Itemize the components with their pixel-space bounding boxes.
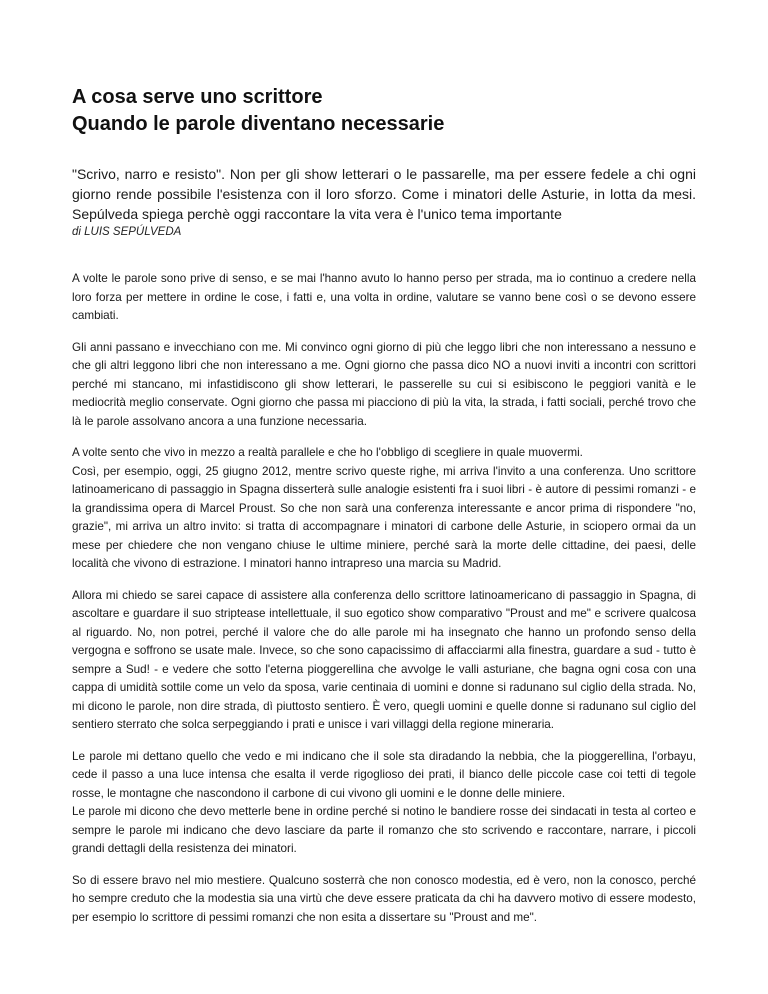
body-paragraph-2: Gli anni passano e invecchiano con me. Mi convinco ogni giorno di più che leggo libri che non interessano a nessuno e che gli altri leggono libri che non interessano a me. Ogni giorno che passa dico NO a nuovi inviti a incontri con scrittori perché mi stancano, mi infastidiscono gli show letterari, le passerelle su cui si esibiscono le peggiori vanità e le mediocrità meglio conservate. Ogni giorno che passa mi piacciono di più la vita, la strada, i fatti sociali, perché trovo che là le parole assolvano ancora a una funzione necessaria. (72, 340, 696, 428)
body-paragraph-3-line-2: Così, per esempio, oggi, 25 giugno 2012, mentre scrivo queste righe, mi arriva l'invito a una conferenza. Uno scrittore latinoamericano di passaggio in Spagna disserterà sulle analogie esistenti fra i suoi libri - è autore di pessimi romanzi - e la grandissima opera di Marcel Proust. So che non sarà una conferenza interessante e ancor prima di rispondere "no, grazie", mi arriva un altro invito: si tratta di accompagnare i minatori di carbone delle Asturie, in sciopero ormai da un mese per chiedere che non vengano chiuse le ultime miniere, perché sarà la morte delle cittadine, dei paesi, delle località che vivono di estrazione. I minatori hanno intrapreso una marcia su Madrid. (72, 464, 696, 570)
article-page (72, 84, 696, 940)
body-paragraph-6: So di essere bravo nel mio mestiere. Qualcuno sosterrà che non conosco modestia, ed è vero, non la conosco, perché ho sempre creduto che la modestia sia una virtù che deve essere praticata da chi ha davvero motivo di essere modesto, per esempio lo scrittore di pessimi romanzi che non esita a dissertare su "Proust and me". (72, 873, 696, 924)
body-paragraph-1: A volte le parole sono prive di senso, e se mai l'hanno avuto lo hanno perso per strada, ma io continuo a credere nella loro forza per mettere in ordine le cose, i fatti e, una volta in ordine, valutare se vanno bene così o se devono essere cambiati. (72, 272, 696, 322)
body-paragraph-5 (72, 748, 696, 859)
article-subtitle-heading: Quando le parole diventano necessarie (72, 113, 445, 135)
body-paragraph-5-line-2: Le parole mi dicono che devo metterle bene in ordine perché si notino le bandiere rosse dei sindacati in testa al corteo e sempre le parole mi indicano che devo lasciare da parte il romanzo che sto scrivendo e raccontare, narrare, i piccoli grandi dettagli della resistenza dei minatori. (72, 805, 696, 855)
article-lede: "Scrivo, narro e resisto". Non per gli show letterari o le passarelle, ma per essere fedele a chi ogni giorno rende possibile l'esistenza con il loro sforzo. Come i minatori delle Asturie, in lotta da mesi. Sepúlveda spiega perchè oggi raccontare la vita vera è l'unico tema importante (72, 166, 696, 222)
body-paragraph-5-line-1: Le parole mi dettano quello che vedo e mi indicano che il sole sta diradando la nebbia, che la pioggerellina, l'orbayu, cede il passo a una luce intensa che esalta il verde rigoglioso dei prati, il bianco delle piccole case coi tetti di tegole rosse, le montagne che nascondono il carbone di cui vivono gli uomini e le donne delle miniere. (72, 749, 696, 800)
body-paragraph-3 (72, 444, 696, 574)
article-body (72, 270, 696, 927)
body-paragraph-3-line-1: A volte sento che vivo in mezzo a realtà parallele e che ho l'obbligo di scegliere in quale muovermi. (72, 446, 583, 459)
article-byline: di LUIS SEPÚLVEDA (72, 226, 182, 238)
body-paragraph-4: Allora mi chiedo se sarei capace di assistere alla conferenza dello scrittore latinoamericano di passaggio in Spagna, di ascoltare e guardare il suo striptease intellettuale, il suo egotico show comparativo "Proust and me" e scrivere qualcosa al riguardo. No, non potrei, perché il valore che do alle parole mi ha insegnato che hanno un profondo senso della vergogna e soffrono se usate male. Invece, so che sono capacissimo di affacciarmi alla finestra, guardare a sud - tutto è sempre a Sud! - e vedere che sotto l'eterna pioggerellina che avvolge le valli asturiane, che bagna ogni cosa con una cappa di umidità sottile come un velo da sposa, varie centinaia di uomini e donne si radunano sul ciglio della strada. No, mi dicono le parole, non dire strada, dì piuttosto sentiero. È vero, quegli uomini e quelle donne si radunano sul ciglio del sentiero sterrato che solca serpeggiando i prati e unisce i vari villaggi della regione mineraria. (72, 588, 696, 731)
article-title: A cosa serve uno scrittore (72, 86, 323, 108)
title-block (72, 84, 696, 138)
